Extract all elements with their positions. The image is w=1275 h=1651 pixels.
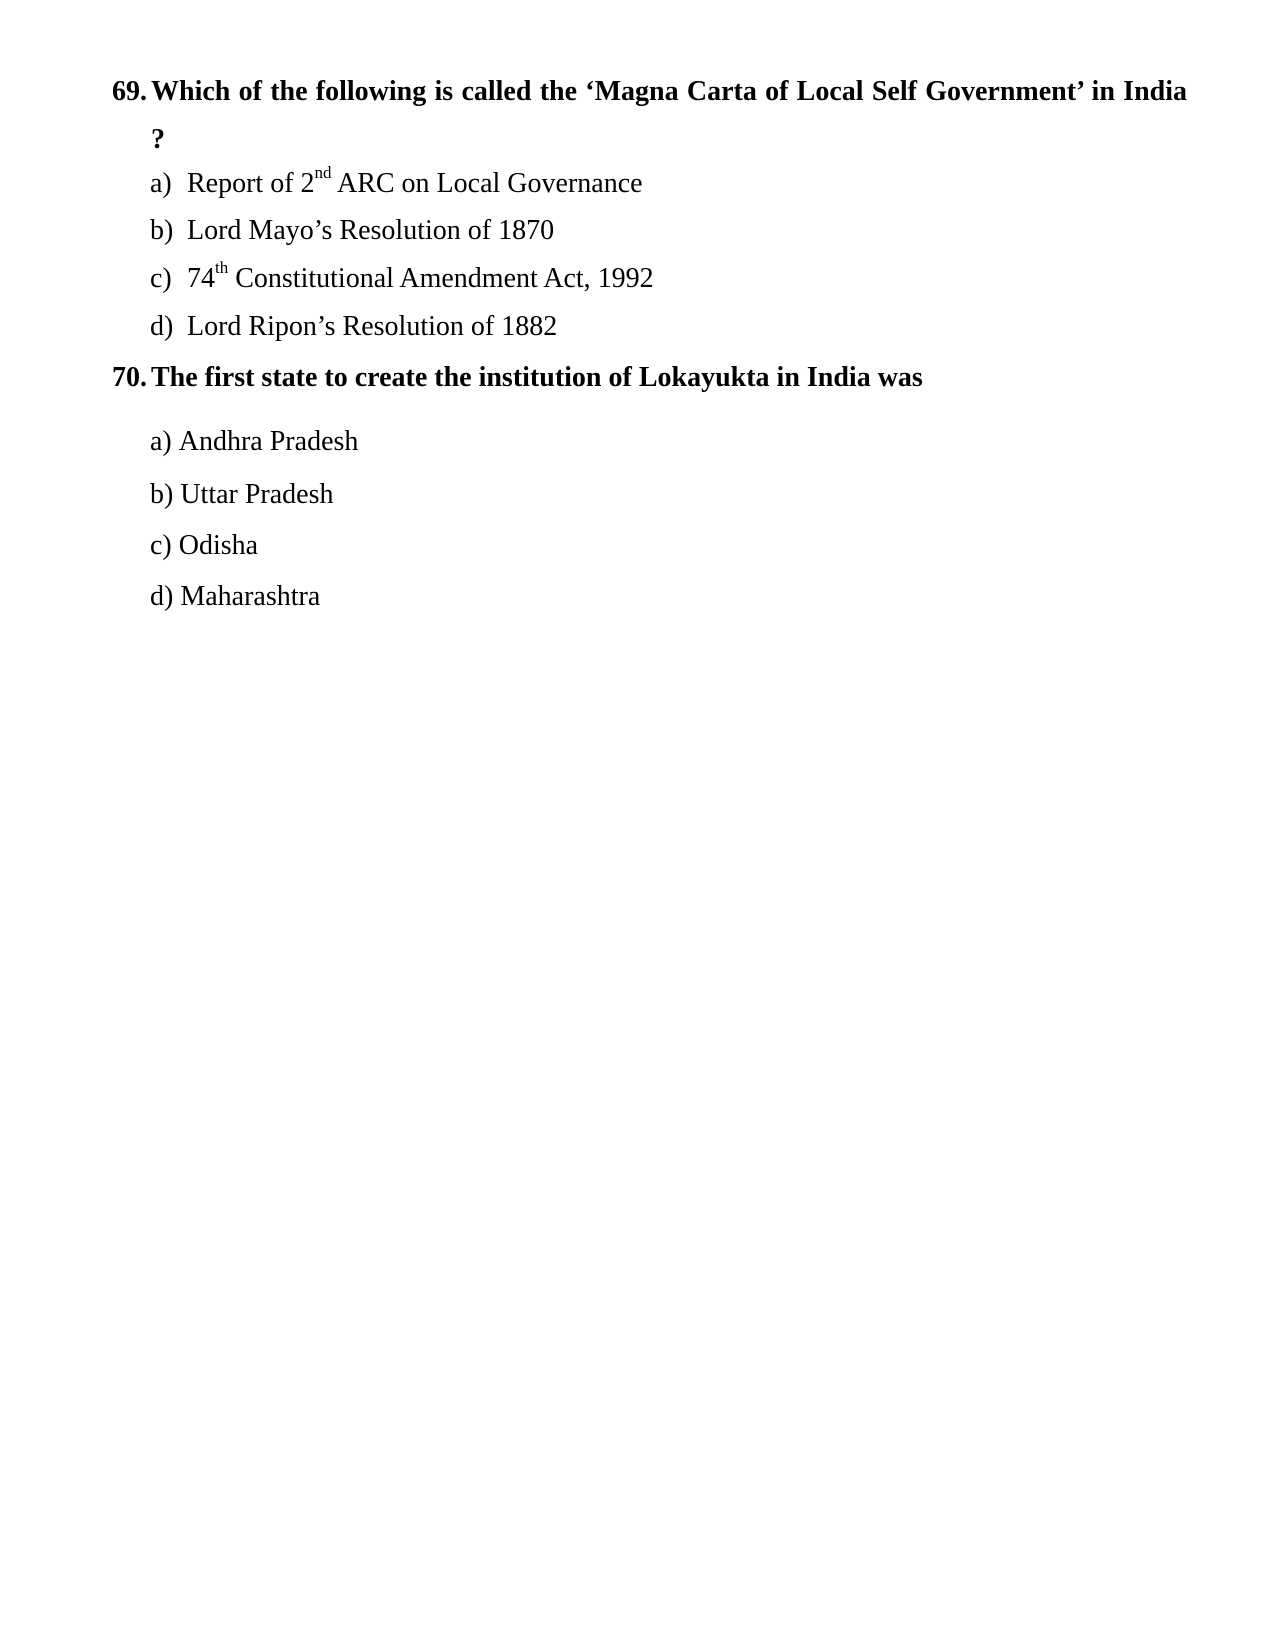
question-text: The first state to create the institution of Lokayukta in India was bbox=[151, 362, 923, 393]
option-text: Andhra Pradesh bbox=[178, 426, 359, 457]
q70-option-d bbox=[150, 580, 320, 614]
option-text-pre: 74 bbox=[187, 263, 215, 294]
q69-option-a bbox=[150, 162, 643, 201]
question-number: 69. bbox=[112, 76, 147, 107]
option-text: Odisha bbox=[178, 530, 259, 561]
option-letter: d) bbox=[150, 311, 174, 342]
option-letter: a) bbox=[150, 426, 172, 457]
q70-option-b bbox=[150, 478, 334, 512]
q69-option-d bbox=[150, 310, 557, 344]
option-letter: b) bbox=[150, 215, 174, 246]
option-letter: d) bbox=[150, 581, 174, 612]
question-text: Which of the following is called the ‘Magna Carta of Local Self Government’ in India ? bbox=[151, 76, 1187, 155]
option-letter: c) bbox=[150, 530, 172, 561]
question-69 bbox=[112, 68, 1187, 164]
q70-option-c bbox=[150, 529, 258, 563]
option-superscript: nd bbox=[314, 162, 332, 182]
q70-option-a bbox=[150, 425, 358, 459]
option-text-post: Constitutional Amendment Act, 1992 bbox=[228, 263, 654, 294]
q69-option-c bbox=[150, 257, 654, 296]
option-text-post: ARC on Local Governance bbox=[331, 168, 643, 199]
question-70 bbox=[112, 354, 1187, 402]
option-letter: b) bbox=[150, 479, 174, 510]
option-letter: c) bbox=[150, 263, 172, 294]
option-text: Lord Ripon’s Resolution of 1882 bbox=[187, 311, 558, 342]
question-number: 70. bbox=[112, 362, 147, 393]
option-text-pre: Report of 2 bbox=[187, 168, 315, 199]
q69-option-b bbox=[150, 214, 554, 248]
option-text: Lord Mayo’s Resolution of 1870 bbox=[187, 215, 555, 246]
option-text: Uttar Pradesh bbox=[180, 479, 334, 510]
option-text: Maharashtra bbox=[180, 581, 321, 612]
option-letter: a) bbox=[150, 168, 172, 199]
option-superscript: th bbox=[215, 257, 229, 277]
